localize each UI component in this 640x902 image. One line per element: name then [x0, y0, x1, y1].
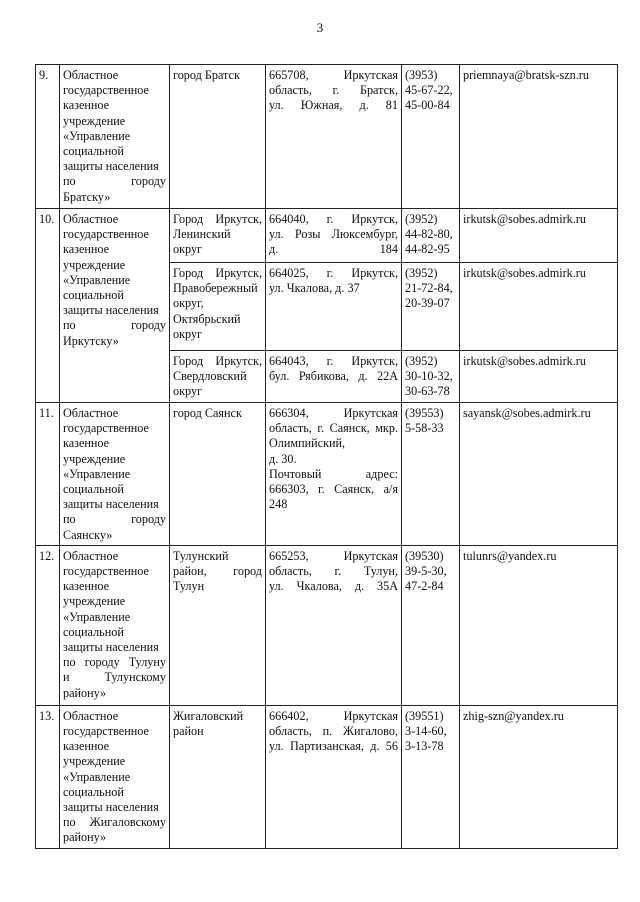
- cell-line: «Управление: [63, 272, 131, 287]
- cell-line: 45-67-22,: [405, 83, 453, 98]
- cell-line: учреждение: [63, 594, 126, 609]
- cell-line: Город Иркутск,: [173, 212, 262, 226]
- cell-line: Тулунский: [173, 548, 229, 563]
- cell-line: 248: [269, 497, 288, 512]
- phone: [402, 705, 460, 848]
- cell-line: по городу: [63, 318, 166, 333]
- phone: [402, 545, 460, 705]
- table-row: [36, 545, 618, 705]
- cell-line: (39530): [405, 548, 444, 563]
- cell-line: 44-82-95: [405, 242, 450, 257]
- row-number: 11.: [36, 403, 60, 546]
- organization-name: [60, 403, 170, 546]
- cell-line: (39551): [405, 708, 444, 723]
- address: [266, 351, 402, 403]
- page-number: 3: [316, 20, 324, 35]
- email: priemnaya@bratsk-szn.ru: [460, 65, 618, 209]
- cell-line: учреждение: [63, 113, 126, 128]
- cell-line: 39-5-30,: [405, 564, 447, 579]
- email: irkutsk@sobes.admirk.ru: [460, 209, 618, 263]
- cell-line: государственное: [63, 421, 149, 436]
- table-row: [36, 705, 618, 848]
- cell-line: казенное: [63, 739, 110, 754]
- organization-name: [60, 705, 170, 848]
- cell-line: 47-2-84: [405, 579, 444, 594]
- address: [266, 705, 402, 848]
- phone: [402, 65, 460, 209]
- cell-line: 3-13-78: [405, 739, 444, 754]
- cell-line: Областное: [63, 548, 119, 563]
- cell-line: защиты населения: [63, 159, 159, 174]
- cell-line: 30-10-32,: [405, 369, 453, 384]
- cell-line: Тулун: [173, 579, 205, 594]
- cell-line: 20-39-07: [405, 296, 450, 311]
- organization-name: [60, 65, 170, 209]
- cell-line: (3952): [405, 266, 438, 280]
- cell-line: округ: [173, 384, 203, 399]
- cell-line: область, г. Тулун,: [269, 564, 398, 579]
- cell-line: 664040, г. Иркутск,: [269, 212, 398, 226]
- cell-line: Правобережный: [173, 281, 258, 296]
- cell-line: Саянску»: [63, 527, 113, 542]
- cell-line: 665253, Иркутская: [269, 548, 398, 563]
- territory: [170, 65, 266, 209]
- cell-line: району»: [63, 830, 107, 845]
- cell-line: Город Иркутск,: [173, 266, 262, 280]
- cell-line: 666402, Иркутская: [269, 708, 398, 723]
- cell-line: «Управление: [63, 466, 131, 481]
- email: tulunrs@yandex.ru: [460, 545, 618, 705]
- cell-line: Областное: [63, 708, 119, 723]
- cell-line: 665708, Иркутская: [269, 68, 398, 82]
- cell-line: 5-58-33: [405, 421, 444, 436]
- phone: [402, 263, 460, 351]
- cell-line: округ: [173, 326, 203, 341]
- cell-line: 3-14-60,: [405, 724, 447, 739]
- cell-line: государственное: [63, 564, 149, 579]
- territory: [170, 705, 266, 848]
- cell-line: область, п. Жигалово,: [269, 724, 398, 739]
- territory: [170, 403, 266, 546]
- cell-line: д. 30.: [269, 451, 297, 466]
- cell-line: государственное: [63, 724, 149, 739]
- cell-line: по городу: [63, 512, 166, 527]
- cell-line: город Саянск: [173, 406, 242, 420]
- cell-line: «Управление: [63, 609, 131, 624]
- table-row: [36, 65, 618, 209]
- cell-line: Свердловский: [173, 369, 247, 384]
- cell-line: казенное: [63, 579, 110, 594]
- email: zhig-szn@yandex.ru: [460, 705, 618, 848]
- cell-line: область, г. Братск,: [269, 83, 398, 98]
- cell-line: району»: [63, 685, 107, 700]
- phone: [402, 351, 460, 403]
- cell-line: область, г. Саянск, мкр.: [269, 421, 398, 436]
- email: irkutsk@sobes.admirk.ru: [460, 263, 618, 351]
- cell-line: социальной: [63, 784, 124, 799]
- phone: [402, 209, 460, 263]
- cell-line: (3952): [405, 354, 438, 368]
- cell-line: Областное: [63, 406, 119, 420]
- cell-line: (3952): [405, 212, 438, 226]
- cell-line: Иркутску»: [63, 333, 119, 348]
- row-number: 10.: [36, 209, 60, 403]
- cell-line: учреждение: [63, 754, 126, 769]
- cell-line: по городу Тулуну: [63, 655, 166, 670]
- territory: [170, 351, 266, 403]
- cell-line: «Управление: [63, 769, 131, 784]
- cell-line: по Жигаловскому: [63, 815, 166, 830]
- cell-line: социальной: [63, 288, 124, 303]
- cell-line: защиты населения: [63, 640, 159, 655]
- cell-line: Олимпийский,: [269, 436, 346, 451]
- cell-line: Братску»: [63, 189, 111, 204]
- organization-name: [60, 545, 170, 705]
- cell-line: 664025, г. Иркутск,: [269, 266, 398, 280]
- territory: [170, 209, 266, 263]
- cell-line: по городу: [63, 174, 166, 189]
- cell-line: ул. Чкалова, д. 35А: [269, 579, 398, 594]
- cell-line: 664043, г. Иркутск,: [269, 354, 398, 368]
- cell-line: район: [173, 724, 204, 739]
- cell-line: социальной: [63, 482, 124, 497]
- cell-line: казенное: [63, 242, 110, 257]
- cell-line: 666303, г. Саянск, а/я: [269, 482, 398, 497]
- cell-line: д. 184: [269, 242, 398, 257]
- cell-line: казенное: [63, 436, 110, 451]
- cell-line: ул. Розы Люксембург,: [269, 227, 398, 242]
- cell-line: защиты населения: [63, 800, 159, 815]
- address: [266, 403, 402, 546]
- row-number: 9.: [36, 65, 60, 209]
- cell-line: и Тулунскому: [63, 670, 166, 685]
- phone: [402, 403, 460, 546]
- cell-line: учреждение: [63, 451, 126, 466]
- row-number: 13.: [36, 705, 60, 848]
- cell-line: государственное: [63, 227, 149, 242]
- cell-line: социальной: [63, 144, 124, 159]
- address: [266, 209, 402, 263]
- territory: [170, 263, 266, 351]
- cell-line: район, город: [173, 564, 262, 579]
- address: [266, 65, 402, 209]
- cell-line: Областное: [63, 212, 119, 226]
- cell-line: 30-63-78: [405, 384, 450, 399]
- cell-line: 666304, Иркутская: [269, 406, 398, 420]
- cell-line: город Братск: [173, 68, 240, 82]
- email: irkutsk@sobes.admirk.ru: [460, 351, 618, 403]
- cell-line: округ,: [173, 296, 204, 311]
- cell-line: Ленинский: [173, 227, 231, 242]
- cell-line: защиты населения: [63, 497, 159, 512]
- row-number: 12.: [36, 545, 60, 705]
- address: [266, 263, 402, 351]
- cell-line: защиты населения: [63, 303, 159, 318]
- territory: [170, 545, 266, 705]
- cell-line: 21-72-84,: [405, 281, 453, 296]
- cell-line: ул. Южная, д. 81: [269, 98, 398, 113]
- social-protection-table: [35, 64, 618, 849]
- table-row: [36, 209, 618, 263]
- email: sayansk@sobes.admirk.ru: [460, 403, 618, 546]
- cell-line: ул. Чкалова, д. 37: [269, 281, 360, 296]
- cell-line: «Управление: [63, 128, 131, 143]
- cell-line: бул. Рябикова, д. 22А: [269, 369, 398, 384]
- cell-line: учреждение: [63, 257, 126, 272]
- cell-line: 44-82-80,: [405, 227, 453, 242]
- cell-line: казенное: [63, 98, 110, 113]
- cell-line: Жигаловский: [173, 708, 244, 723]
- cell-line: 45-00-84: [405, 98, 450, 113]
- cell-line: округ: [173, 242, 203, 257]
- cell-line: Областное: [63, 68, 119, 82]
- table-body: [36, 65, 618, 849]
- organization-name: [60, 209, 170, 403]
- cell-line: Город Иркутск,: [173, 354, 262, 368]
- cell-line: Почтовый адрес:: [269, 466, 398, 481]
- cell-line: социальной: [63, 624, 124, 639]
- table-row: [36, 403, 618, 546]
- cell-line: (3953): [405, 68, 438, 82]
- cell-line: Октябрьский: [173, 311, 241, 326]
- address: [266, 545, 402, 705]
- cell-line: (39553): [405, 406, 444, 420]
- cell-line: ул. Партизанская, д. 56: [269, 739, 398, 754]
- cell-line: государственное: [63, 83, 149, 98]
